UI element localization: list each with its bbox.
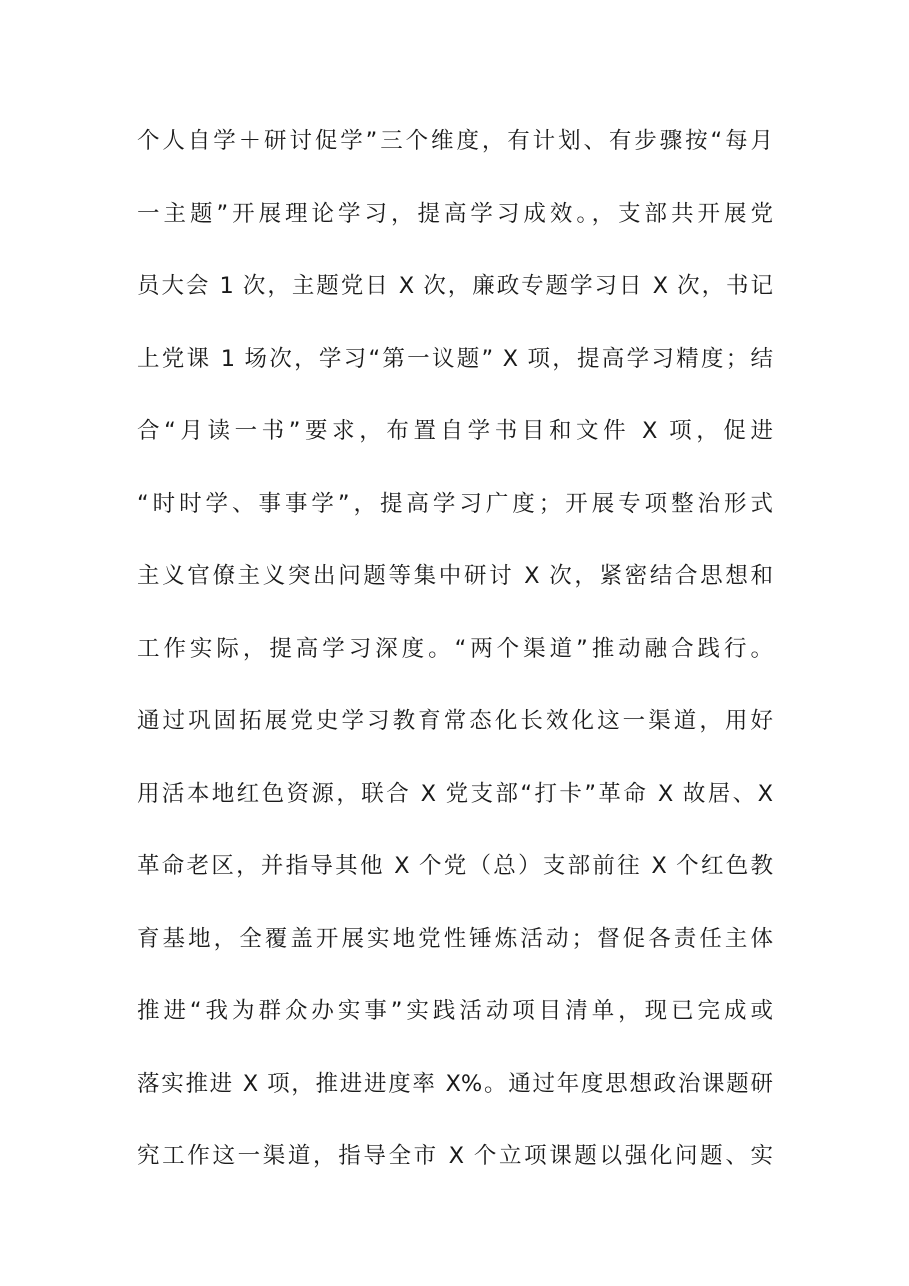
text-line: 上党课 1 场次，学习“第一议题” X 项，提高学习精度；结 xyxy=(137,345,773,372)
text-line: “时时学、事事学”，提高学习广度；开展专项整治形式 xyxy=(137,490,773,517)
text-line: 一主题”开展理论学习，提高学习成效。，支部共开展党 xyxy=(137,200,773,227)
text-line: 个人自学＋研讨促学”三个维度，有计划、有步骤按“每月 xyxy=(137,128,773,154)
text-line: 推进“我为群众办实事”实践活动项目清单，现已完成或 xyxy=(137,998,773,1024)
text-line: 通过巩固拓展党史学习教育常态化长效化这一渠道，用好 xyxy=(137,708,773,734)
body-text xyxy=(137,119,773,1207)
text-line: 用活本地红色资源，联合 X 党支部“打卡”革命 X 故居、X xyxy=(137,780,773,807)
text-line: 工作实际，提高学习深度。“两个渠道”推动融合践行。 xyxy=(137,635,773,662)
text-line: 合“月读一书”要求，布置自学书目和文件 X 项，促进 xyxy=(137,418,773,444)
text-line: 员大会 1 次，主题党日 X 次，廉政专题学习日 X 次，书记 xyxy=(137,273,773,299)
text-line: 主义官僚主义突出问题等集中研讨 X 次，紧密结合思想和 xyxy=(137,563,773,589)
text-line: 革命老区，并指导其他 X 个党（总）支部前往 X 个红色教 xyxy=(137,853,773,879)
text-line: 落实推进 X 项，推进进度率 X%。通过年度思想政治课题研 xyxy=(137,1070,773,1097)
text-line: 究工作这一渠道，指导全市 X 个立项课题以强化问题、实 xyxy=(137,1143,773,1169)
text-line: 育基地，全覆盖开展实地党性锤炼活动；督促各责任主体 xyxy=(137,925,773,952)
